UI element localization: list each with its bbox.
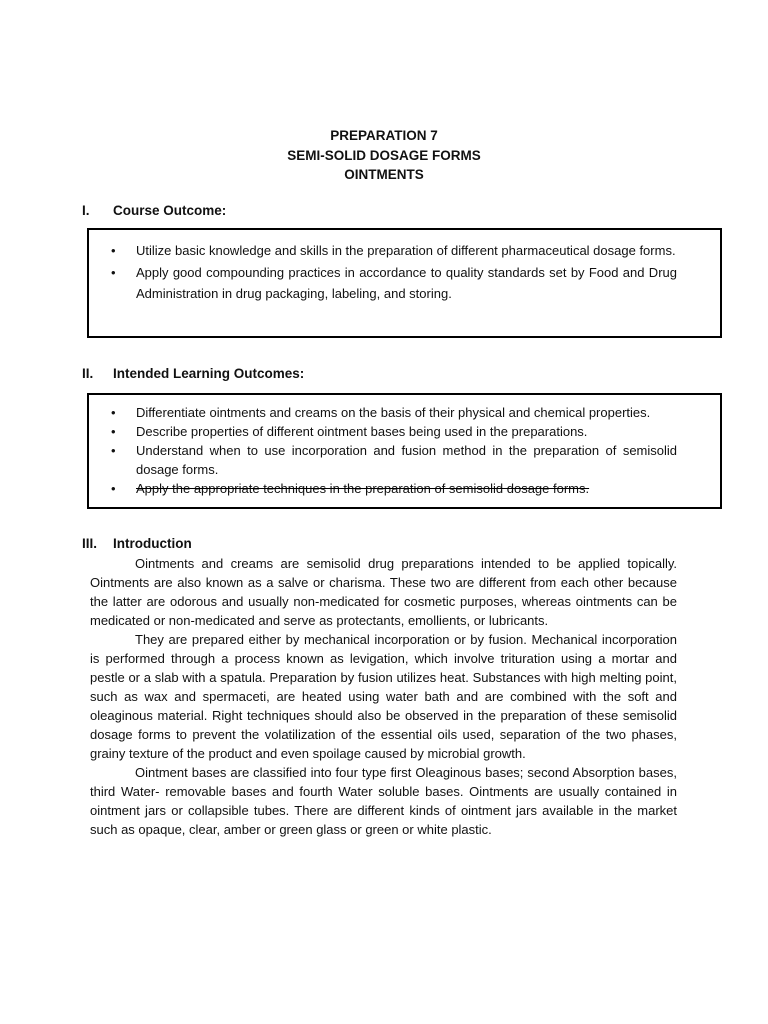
title-line-1: PREPARATION 7 [330,128,438,143]
intended-outcomes-list [111,403,677,498]
bullet-icon: • [111,481,116,496]
course-outcome-list [111,240,677,305]
list-item-text: Describe properties of different ointment bases being used in the preparations. [136,424,588,439]
paragraph: Ointments and creams are semisolid drug preparations intended to be applied topically. Ointments are also known as a salve or charisma. These two are different from each other because the latter are odorous and usually non-medicated for cosmetic purposes, whereas ointments can be medicated or non-medicated and serve as protectants, emollients, or lubricants. [90,556,677,628]
section-number: II. [82,366,94,381]
introduction-body [90,554,677,839]
list-item-text: Apply good compounding practices in accordance to quality standards set by Food and Drug Administration in drug packaging, labeling, and storing. [136,264,677,301]
list-item [111,240,677,262]
list-item-text: Utilize basic knowledge and skills in the preparation of different pharmaceutical dosage forms. [136,243,676,258]
document-title [0,126,768,185]
paragraph: Ointment bases are classified into four type first Oleaginous bases; second Absorption bases, third Water- removable bases and fourth Water soluble bases. Ointments are usually contained in ointment jars or collapsible tubes. There are different kinds of ointment jars available in the market such as opaque, clear, amber or green glass or green or white plastic. [90,765,677,837]
section-heading-course-outcome [82,202,226,220]
list-item-text: Differentiate ointments and creams on the basis of their physical and chemical properties. [136,405,651,420]
list-item-text: Apply the appropriate techniques in the preparation of semisolid dosage forms. [136,481,590,496]
section-number: I. [82,203,90,218]
bullet-icon: • [111,243,116,258]
section-heading-intended-outcomes [82,365,304,383]
list-item [111,441,677,479]
title-line-2: SEMI-SOLID DOSAGE FORMS [287,147,481,163]
list-item-struck [111,479,677,498]
bullet-icon: • [111,405,116,420]
section-title: Introduction [113,536,192,551]
section-number: III. [82,536,98,551]
bullet-icon: • [111,264,116,280]
list-item-text: Understand when to use incorporation and fusion method in the preparation of semisolid dosage forms. [136,443,677,477]
section-title: Course Outcome: [113,203,227,218]
list-item [111,422,677,441]
bullet-icon: • [111,424,116,439]
section-title: Intended Learning Outcomes: [113,366,305,381]
list-item [111,262,677,305]
section-heading-introduction [82,535,192,553]
list-item [111,403,677,422]
paragraph: They are prepared either by mechanical incorporation or by fusion. Mechanical incorporation is performed through a process known as levigation, which involve trituration using a mortar and pestle or a slab with a spatula. Preparation by fusion utilizes heat. Substances with high melting point, such as wax and spermaceti, are heated using water bath and are combined with the soft and oleaginous material. Right techniques should also be observed in the preparation of these semisolid dosage forms to prevent the volatilization of the essential oils used, separation of the two phases, grainy texture of the product and even spoilage caused by microbial growth. [90,632,677,761]
title-line-3: OINTMENTS [344,167,424,182]
bullet-icon: • [111,443,116,458]
